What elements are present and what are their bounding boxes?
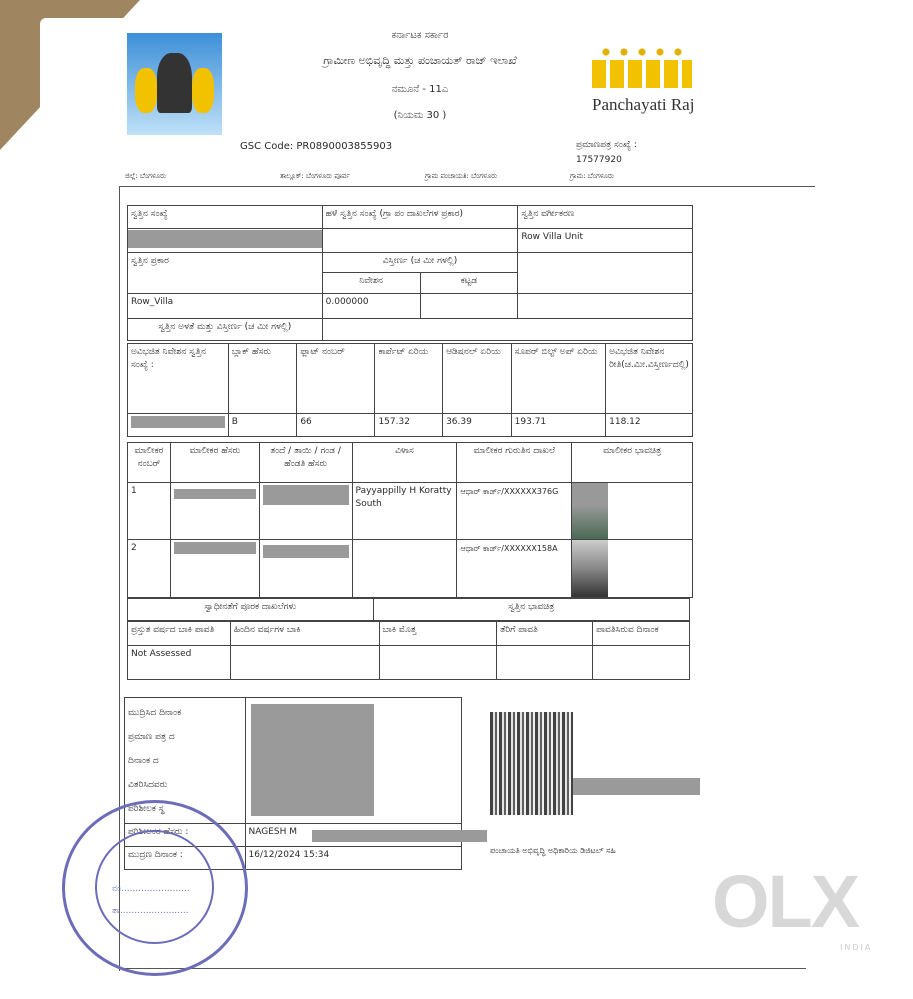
flat-header: ಆಡಿಷನಲ್ ಏರಿಯ <box>443 344 512 414</box>
owner-address: Payyappilly H Koratty South <box>352 483 457 540</box>
owner-header: ತಂದೆ / ತಾಯಿ / ಗಂಡ / ಹೆಂಡತಿ ಹೆಸರು <box>259 443 352 483</box>
classification: Row Villa Unit <box>518 229 693 253</box>
flat-header: ಅವಿಭಜಿತ ನಿವೇಶನ ಸ್ವತ್ತಿನ ಸಂಖ್ಯೆ : <box>128 344 229 414</box>
owner-photo <box>572 540 693 598</box>
verifier-name: NAGESH M <box>245 824 461 847</box>
tax-header: ಹಿಂದಿನ ವರ್ಷಗಳ ಬಾಕಿ <box>230 622 379 646</box>
owner-header: ಮಾಲೀಕರ ನಂಬರ್ <box>128 443 171 483</box>
certificate-number: 17577920 <box>576 155 622 165</box>
property-type: Row_Villa <box>128 294 323 319</box>
owner-id: ಆಧಾರ್ ಕಾರ್ಡ್/XXXXXX376G <box>457 483 572 540</box>
flat-value: 66 <box>297 414 375 437</box>
owner-address <box>352 540 457 598</box>
owner-row <box>128 483 693 540</box>
tables-stack <box>127 205 693 680</box>
flat-value: 118.12 <box>606 414 693 437</box>
flat-header: ಫ್ಲಾಟ್ ನಂಬರ್ <box>297 344 375 414</box>
property-table <box>127 205 693 341</box>
seal-line: ನಂ........................ <box>112 884 190 894</box>
form-number: ನಮೂನೆ - 11ಎ <box>391 84 449 95</box>
owner-number: 2 <box>128 540 171 598</box>
tax-value: Not Assessed <box>128 646 231 680</box>
owner-header: ವಿಳಾಸ <box>352 443 457 483</box>
dimensions-label: ಸ್ವತ್ತಿನ ಅಳತೆ ಮತ್ತು ವಿಸ್ತೀರ್ಣ (ಚ ಮೀ ಗಳಲ್ಲಿ) <box>128 319 323 341</box>
old-number-label: ಹಳೆ ಸ್ವತ್ತಿನ ಸಂಖ್ಯೆ (ಗ್ರಾ ಪಂ ದಾಖಲೆಗಳ ಪ್ರಕಾರ) <box>322 206 518 229</box>
karnataka-emblem <box>127 33 222 135</box>
classification-label: ಸ್ವತ್ತಿನ ವರ್ಗೀಕರಣ <box>518 206 693 229</box>
verifier-place-label: ಪರಿಶೀಲಕ ಸ್ಥ <box>128 804 165 814</box>
district: ಜಿಲ್ಲೆ: ಬೆಂಗಳೂರು <box>125 172 167 180</box>
property-number <box>128 229 323 253</box>
flat-header: ಅವಿಭಜಿತ ನಿವೇಶನ ರೀತಿ(ಚ.ಮೀ.ವಿಸ್ತೀರ್ಣದಲ್ಲಿ) <box>606 344 693 414</box>
site-label: ನಿವೇಶನ <box>322 273 420 294</box>
owner-header: ಮಾಲೀಕರ ಹೆಸರು <box>170 443 259 483</box>
village: ಗ್ರಾಮ: ಬೆಂಗಳೂರು <box>570 172 614 180</box>
department-title: ಗ್ರಾಮೀಣ ಅಭಿವೃದ್ಧಿ ಮತ್ತು ಪಂಚಾಯತ್ ರಾಜ್ ಇಲಾಖೆ <box>323 54 517 67</box>
redaction <box>573 778 700 795</box>
divider <box>120 968 806 969</box>
footer-values <box>245 698 461 824</box>
owner-photo <box>572 483 693 540</box>
print-date-field-label: ಮುದ್ರಣ ದಿನಾಂಕ : <box>125 847 246 870</box>
tax-table <box>127 621 690 680</box>
docs-table <box>127 598 690 621</box>
tax-value <box>230 646 379 680</box>
owner-name <box>170 483 259 540</box>
tax-header: ಪಾವತಿಸಿರುವ ದಿನಾಂಕ <box>593 622 690 646</box>
gram-panchayat: ಗ್ರಾಮ ಪಂಚಾಯತಿ: ಬೆಂಗಳೂರು <box>425 172 498 180</box>
tax-value <box>379 646 497 680</box>
tax-header: ತೆರಿಗೆ ಪಾವತಿ <box>497 622 593 646</box>
owner-name <box>170 540 259 598</box>
panchayati-raj-logo <box>592 42 692 92</box>
certificate-label: ಪ್ರಮಾಣಪತ್ರ ಸಂಖ್ಯೆ : <box>576 140 637 150</box>
flat-value: 36.39 <box>443 414 512 437</box>
date-label: ದಿನಾಂಕ ದ <box>128 756 159 766</box>
flat-header: ಕಾರ್ಪೆಟ್ ಏರಿಯ <box>375 344 443 414</box>
property-type-label: ಸ್ವತ್ತಿನ ಪ್ರಕಾರ <box>128 253 323 294</box>
flat-header: ಸೂಪರ್ ಬಿಲ್ಟ್ ಅಪ್ ಏರಿಯ <box>511 344 605 414</box>
flat-value: 157.32 <box>375 414 443 437</box>
old-number <box>322 229 518 253</box>
owners-table <box>127 442 693 598</box>
gsc-code: GSC Code: PR0890003855903 <box>240 141 393 152</box>
supporting-docs-label: ಸ್ವಾಧೀನತೆಗೆ ಪೂರಕ ದಾಖಲೆಗಳು <box>128 599 374 621</box>
owner-header: ಮಾಲೀಕರ ಭಾವಚಿತ್ರ <box>572 443 693 483</box>
certificate-label: ಪ್ರಮಾಣ ಪತ್ರ ದ <box>128 732 175 742</box>
olx-watermark-sub: INDIA <box>840 943 873 952</box>
property-number-label: ಸ್ವತ್ತಿನ ಸಂಖ್ಯೆ <box>128 206 323 229</box>
owner-relative-name <box>259 540 352 598</box>
tax-header: ಪ್ರಸ್ತುತ ವರ್ಷದ ಬಾಕಿ ಪಾವತಿ <box>128 622 231 646</box>
print-date-label: ಮುದ್ರಿಸಿದ ದಿನಾಂಕ <box>128 708 182 718</box>
building-label: ಕಟ್ಟಡ <box>420 273 518 294</box>
dimensions-value <box>322 319 692 341</box>
flat-value: 193.71 <box>511 414 605 437</box>
olx-watermark: OLX <box>712 860 859 943</box>
area-label: ವಿಸ್ತೀರ್ಣ (ಚ ಮೀ ಗಳಲ್ಲಿ) <box>322 253 518 273</box>
building-area <box>420 294 518 319</box>
owner-relative-name <box>259 483 352 540</box>
logo-text: Panchayati Raj <box>592 95 695 114</box>
tax-header: ಬಾಕಿ ಮೊತ್ತ <box>379 622 497 646</box>
flat-value: B <box>228 414 297 437</box>
empty-cell <box>518 294 693 319</box>
rule-number: (ನಿಯಮ 30 ) <box>393 110 447 121</box>
tax-value <box>497 646 593 680</box>
divider <box>120 186 815 187</box>
issuer-label: ವಿತರಿಸಿದವರು <box>128 780 168 790</box>
verifier-label: ಪರಿಶೀಲಕರ ಹೆಸರು : <box>125 824 246 847</box>
govt-title: ಕರ್ನಾಟಕ ಸರ್ಕಾರ <box>391 30 449 41</box>
redaction <box>312 830 487 842</box>
flat-value <box>128 414 229 437</box>
owner-header: ಮಾಲೀಕರ ಗುರುತಿನ ದಾಖಲೆ <box>457 443 572 483</box>
site-area: 0.000000 <box>322 294 420 319</box>
property-photo-label: ಸ್ವತ್ತಿನ ಭಾವಚಿತ್ರ <box>373 599 689 621</box>
qr-code <box>490 712 573 815</box>
taluk: ತಾಲ್ಲೂಕ್: ಬೆಂಗಳೂರು ಪೂರ್ವ <box>280 172 351 180</box>
seal-line: ತಾ........................ <box>112 906 189 916</box>
owner-row <box>128 540 693 598</box>
flat-table <box>127 343 693 437</box>
owner-id: ಆಧಾರ್ ಕಾರ್ಡ್/XXXXXX158A <box>457 540 572 598</box>
empty-cell <box>518 253 693 294</box>
digital-signature-note: ಪಂಚಾಯತಿ ಅಭಿವೃದ್ಧಿ ಅಧಿಕಾರಿಯ ಡಿಜಿಟಲ್ ಸಹಿ <box>490 846 616 855</box>
print-date: 16/12/2024 15:34 <box>245 847 461 870</box>
flat-header: ಬ್ಲಾಕ್ ಹೆಸರು <box>228 344 297 414</box>
tax-value <box>593 646 690 680</box>
owner-number: 1 <box>128 483 171 540</box>
